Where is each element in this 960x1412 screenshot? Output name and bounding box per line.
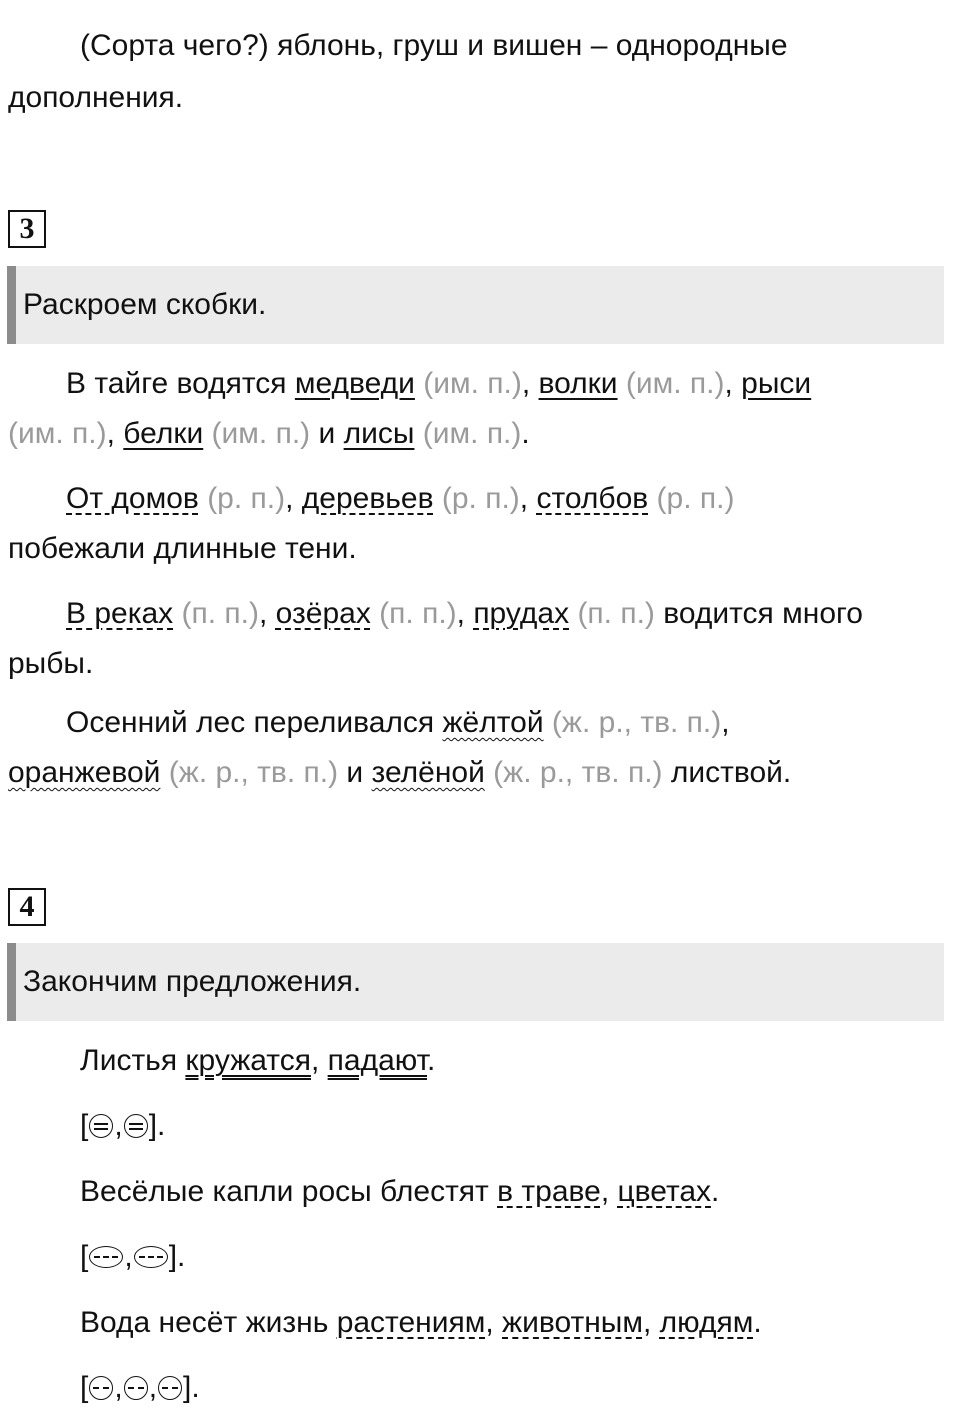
- task4-instruction: Закончим предложения.: [23, 965, 362, 998]
- object-word: В реках: [66, 597, 174, 630]
- t4-s1: Листья кружатся, падают.: [80, 1044, 436, 1077]
- t4-s3: Вода несёт жизнь растениям, животным, людям.: [80, 1306, 762, 1339]
- t3-s1-line2: (им. п.), белки (им. п.) и лисы (им. п.).: [8, 417, 530, 450]
- t4-scheme-2: [ , ].: [80, 1240, 186, 1273]
- t3-s3-line1: В реках (п. п.), озёрах (п. п.), прудах (п. п.) водится много: [66, 597, 863, 630]
- object-word: прудах: [473, 597, 570, 630]
- attribute-word: оранжевой: [8, 756, 161, 789]
- subject-word: волки: [538, 367, 618, 400]
- subject-word: медведи: [294, 367, 415, 400]
- predicate-circle-icon: [89, 1114, 113, 1138]
- intro-line-2: дополнения.: [8, 81, 184, 114]
- adverbial-word: в траве: [497, 1175, 601, 1208]
- t3-s4-line2: оранжевой (ж. р., тв. п.) и зелёной (ж. р., тв. п.) листвой.: [8, 756, 792, 789]
- instruction-bar: [7, 266, 16, 344]
- object-word: животным: [502, 1306, 643, 1339]
- subject-word: лисы: [343, 417, 415, 450]
- t4-s2: Весёлые капли росы блестят в траве, цветах.: [80, 1175, 720, 1208]
- attribute-word: жёлтой: [442, 706, 544, 739]
- task-number-4: 4: [8, 888, 46, 926]
- adverbial-circle-icon: [134, 1246, 168, 1268]
- attribute-word: зелёной: [371, 756, 485, 789]
- t4-scheme-3: [ , , ].: [80, 1371, 200, 1404]
- object-circle-icon: [89, 1376, 113, 1400]
- adverbial-circle-icon: [89, 1246, 123, 1268]
- instruction-bar: [7, 943, 16, 1021]
- task4-instruction-box: [7, 943, 944, 1021]
- t4-scheme-1: [ , ].: [80, 1109, 166, 1142]
- subject-word: рыси: [741, 367, 812, 400]
- task3-instruction-box: [7, 266, 944, 344]
- t3-s4-line1: Осенний лес переливался жёлтой (ж. р., тв. п.),: [66, 706, 730, 739]
- t3-s2-line1: От домов (р. п.), деревьев (р. п.), столбов (р. п.): [66, 482, 735, 515]
- task3-instruction: Раскроем скобки.: [23, 288, 267, 321]
- object-word: озёрах: [275, 597, 371, 630]
- predicate-word: падают: [327, 1044, 428, 1077]
- object-circle-icon: [124, 1376, 148, 1400]
- subject-word: белки: [123, 417, 204, 450]
- predicate-circle-icon: [124, 1114, 148, 1138]
- adverbial-word: цветах: [617, 1175, 712, 1208]
- object-word: деревьев: [301, 482, 434, 515]
- t3-s2-line2: побежали длинные тени.: [8, 532, 357, 565]
- t3-s1-line1: В тайге водятся медведи (им. п.), волки (им. п.), рыси: [66, 367, 812, 400]
- object-word: От домов: [66, 482, 199, 515]
- object-word: столбов: [536, 482, 649, 515]
- intro-line-1: (Сорта чего?) яблонь, груш и вишен – однородные: [80, 29, 788, 62]
- object-circle-icon: [158, 1376, 182, 1400]
- t3-s3-line2: рыбы.: [8, 647, 94, 680]
- object-word: людям: [659, 1306, 754, 1339]
- task-number-3: 3: [8, 210, 46, 248]
- predicate-word: кружатся: [185, 1044, 311, 1077]
- object-word: растениям: [336, 1306, 486, 1339]
